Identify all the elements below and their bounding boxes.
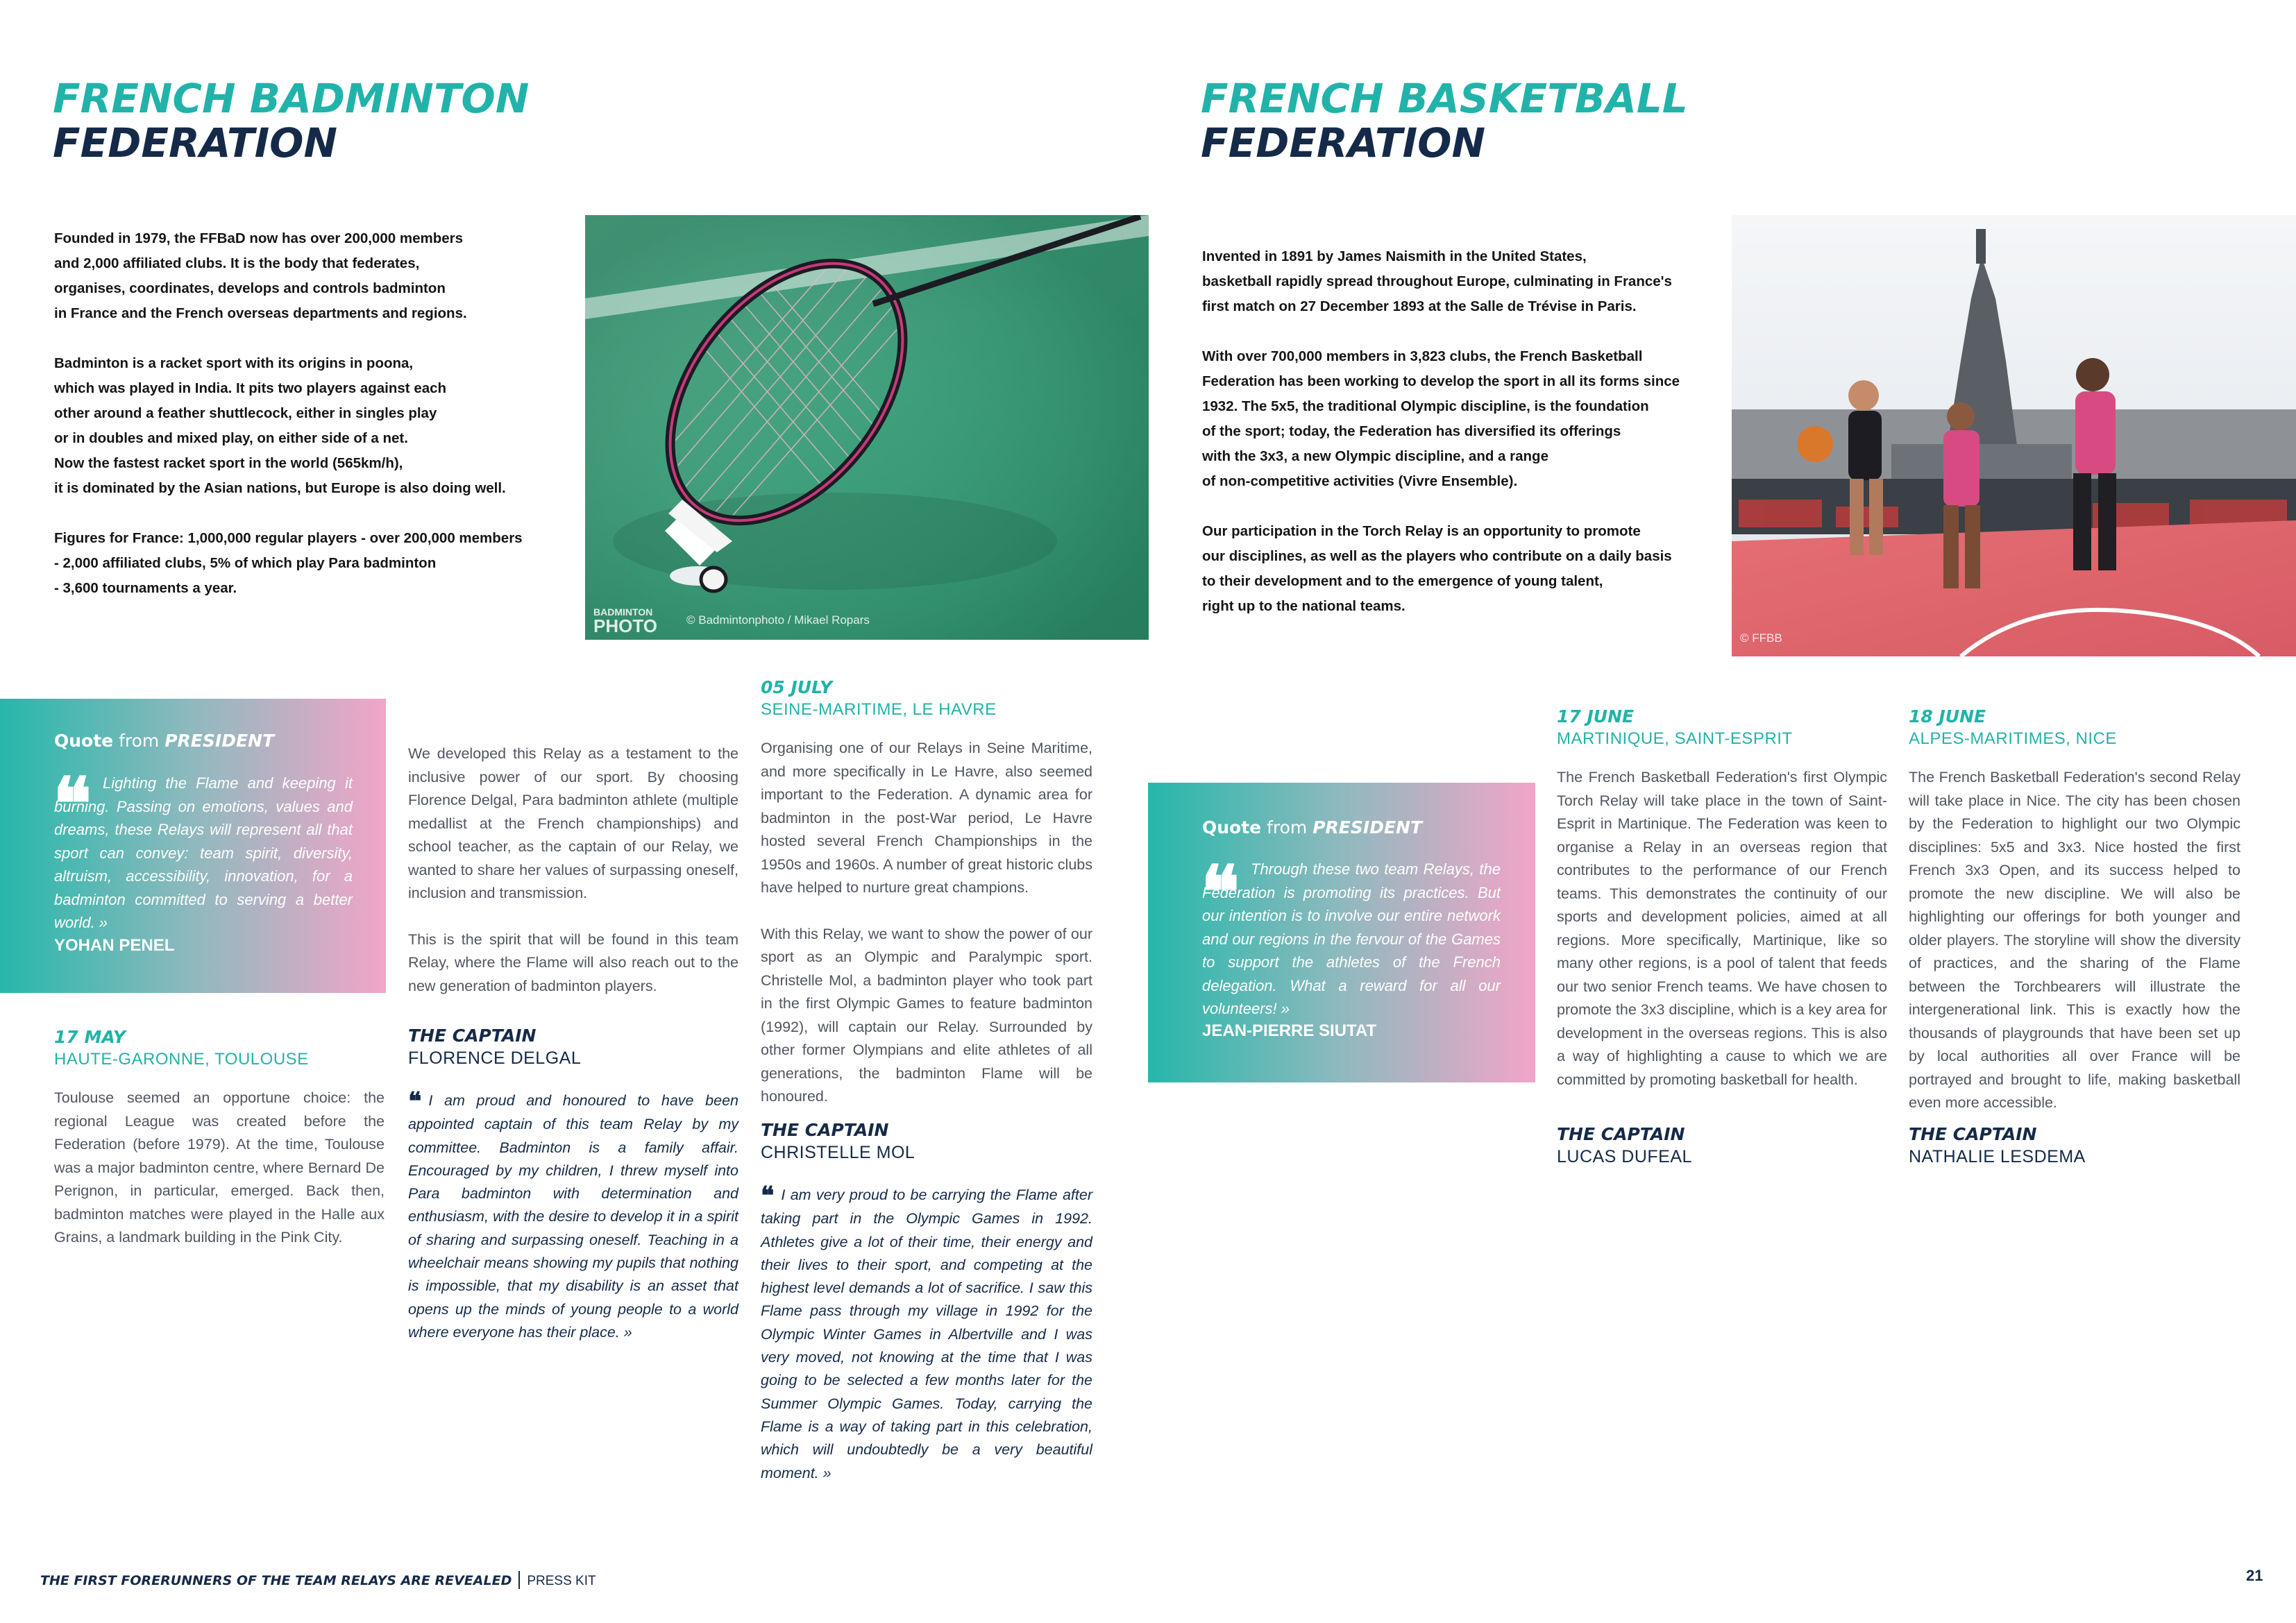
quote-text: Lighting the Flame and keeping it burning. Passing on emotions, values and dreams, these Relays will represent all that sport can convey: team spirit, diversity, altruism, accessibility, innovation, for a badminton committed to serving a better world. »: [54, 774, 353, 931]
badminton-column-2: [408, 742, 738, 1021]
badminton-photo: [585, 215, 1149, 640]
relay-date: 05 JULY: [761, 677, 833, 697]
photo-credit: © Badmintonphoto / Mikael Ropars: [686, 613, 870, 627]
relay-place: MARTINIQUE, SAINT-ESPRIT: [1557, 729, 1793, 748]
body-paragraph: Organising one of our Relays in Seine Maritime, and more specifically in Le Havre, also seemed important to the Federation. A dynamic area for badminton in the post-War period, Le Havre hosted several French Championships in the 1950s and 1960s. A number of great historic clubs have helped to nurture great champions.: [761, 740, 1092, 896]
badminton-title: FRENCH BADMINTON FEDERATION: [53, 75, 530, 167]
relay-toulouse: [54, 1027, 385, 1250]
body-paragraph: We developed this Relay as a testament to the inclusive power of our sport. By choosing Florence Delgal, Para badminton athlete (multiple medallist at the French championships) and school teacher, as the captain of our Relay, we wanted to share her values of surpassing oneself, inclusion and transmission.: [408, 745, 738, 901]
basketball-photo: [1732, 215, 2296, 656]
basketball-intro: [1202, 244, 1716, 644]
intro-paragraph: Badminton is a racket sport with its origins in poona, which was played in India. It pits two players against each other around a feather shuttlecock, either in singles play or in doubles and mixed play, on either side of a net. Now the fastest racket sport in the world (565km/h), it is dominated by the Asian nations, but Europe is also doing well.: [54, 355, 506, 496]
relay-text: The French Basketball Federation's second Relay will take place in Nice. The city has been chosen by the Federation to highlight our two Olympic disciplines: 5x5 and 3x3. Nice hosted the first French 3x3 Open, and its success helped to promote the new discipline. We will also be highlighting our offerings for both younger and older players. The storyline will show the diversity of practices, and the sharing of the Flame between the Torchbearers will illustrate the intergenerational link. This is exactly how the thousands of playgrounds that have been set up by local authorities all over France will be portrayed and brought to life, making basketball even more accessible.: [1909, 769, 2240, 1111]
relay-nice: [1909, 706, 2240, 1115]
quote-mark-icon: ❝: [408, 1087, 422, 1116]
captain-quote: ❝ I am proud and honoured to have been appointed captain of this team Relay by my committee. Badminton is a family affair. Encouraged by my children, I threw myself into Para badminton with determination and enthusiasm, with the desire to develop it in a spirit of sharing and surpassing oneself. Teaching in a wheelchair means showing my pupils that nothing is impossible, that my disability is an asset that opens up the minds of young people to a world where everyone has their place. »: [408, 1087, 738, 1341]
captain-label: THE CAPTAIN: [1909, 1124, 2037, 1144]
basketball-president-quote: [1148, 783, 1535, 1082]
intro-paragraph: Figures for France: 1,000,000 regular players - over 200,000 members - 2,000 affiliated clubs, 5% of which play Para badminton - 3,600 tournaments a year.: [54, 530, 523, 596]
basketball-title: FRENCH BASKETBALL FEDERATION: [1201, 75, 1688, 167]
captain-delgal: [408, 1026, 738, 1344]
intro-paragraph: Our participation in the Torch Relay is an opportunity to promote our disciplines, as well as the players who contribute on a daily basis to their development and to the emergence of young talent, right up to the national teams.: [1202, 523, 1672, 614]
body-paragraph: With this Relay, we want to show the power of our sport as an Olympic and Paralympic sport. Christelle Mol, a badminton player who took part in the first Olympic Games to feature badminton (1992), will captain our Relay. Surrounded by other former Olympians and elite athletes of all generations, the badminton Flame will be honoured.: [761, 925, 1092, 1105]
page-number: 21: [2246, 1567, 2263, 1584]
captain-name: LUCAS DUFEAL: [1557, 1147, 1692, 1166]
intro-paragraph: Invented in 1891 by James Naismith in the United States, basketball rapidly spread throughout Europe, culminating in France's first match on 27 December 1893 at the Salle de Trévise in Paris.: [1202, 248, 1672, 314]
footer-title: THE FIRST FORERUNNERS OF THE TEAM RELAYS ARE REVEALED: [40, 1573, 512, 1588]
relay-saint-esprit: [1557, 706, 1887, 1091]
quote-text: Through these two team Relays, the Federation is promoting its practices. But our intention is to involve our entire network and our regions in the fervour of the Games to support the athletes of the French delegation. What a reward for all our volunteers! »: [1202, 860, 1501, 1017]
quote-mark-icon: ❝: [1201, 849, 1240, 935]
relay-text: The French Basketball Federation's first Olympic Torch Relay will take place in the town of Saint-Esprit in Martinique. The Federation was keen to organise a Relay in an overseas region that contributes to the performance of our French teams. This demonstrates the continuity of our sports and development policies, aimed at all regions. More specifically, Martinique, like so many other regions, is a pool of talent that feeds our two senior French teams. We have chosen to promote the 3x3 discipline, which is a key area for development in the overseas regions. This is also a way of highlighting a cause to which we are committed by promoting basketball for health.: [1557, 769, 1887, 1088]
relay-le-havre: [761, 677, 1092, 1132]
captain-label: THE CAPTAIN: [1557, 1124, 1685, 1144]
body-paragraph: This is the spirit that will be found in this team Relay, where the Flame will also reach out to the new generation of badminton players.: [408, 931, 738, 994]
quote-heading: Quote from PRESIDENT: [1202, 817, 1422, 838]
relay-place: ALPES-MARITIMES, NICE: [1909, 729, 2117, 748]
photo-credit: © FFBB: [1740, 631, 1782, 645]
footer-divider: [518, 1571, 520, 1589]
intro-paragraph: With over 700,000 members in 3,823 clubs, the French Basketball Federation has been working to develop the sport in all its forms since 1932. The 5x5, the traditional Olympic discipline, is the foundation of the sport; today, the Federation has diversified its offerings with the 3x3, a new Olympic discipline, and a range of non-competitive activities (Vivre Ensemble).: [1202, 348, 1680, 489]
photo-logo: BADMINTON PHOTO: [593, 606, 657, 636]
badminton-racket-image: [585, 215, 1149, 640]
captain-dufeal: [1557, 1124, 1887, 1167]
intro-paragraph: Founded in 1979, the FFBaD now has over 200,000 members and 2,000 affiliated clubs. It is the body that federates, organises, coordinates, develops and controls badminton in France and the French overseas departments and regions.: [54, 230, 467, 321]
captain-mol: [761, 1120, 1092, 1485]
badminton-president-quote: [0, 699, 386, 993]
relay-text: Toulouse seemed an opportune choice: the regional League was created before the Federation (before 1979). At the time, Toulouse was a major badminton centre, where Bernard De Perignon, in particular, emerged. Back then, badminton matches were played in the Halle aux Grains, a landmark building in the Pink City.: [54, 1089, 385, 1246]
captain-name: NATHALIE LESDEMA: [1909, 1147, 2086, 1166]
captain-label: THE CAPTAIN: [761, 1120, 889, 1140]
captain-name: FLORENCE DELGAL: [408, 1048, 582, 1068]
quote-author: YOHAN PENEL: [54, 936, 175, 955]
quote-heading: Quote from PRESIDENT: [54, 731, 274, 751]
relay-place: SEINE-MARITIME, LE HAVRE: [761, 700, 997, 719]
quote-author: JEAN-PIERRE SIUTAT: [1202, 1021, 1377, 1040]
captain-name: CHRISTELLE MOL: [761, 1143, 915, 1162]
page-footer: [40, 1571, 596, 1589]
relay-place: HAUTE-GARONNE, TOULOUSE: [54, 1050, 309, 1069]
quote-mark-icon: ❝: [761, 1181, 775, 1210]
footer-section: PRESS KIT: [527, 1574, 596, 1588]
captain-lesdema: [1909, 1124, 2240, 1167]
basketball-players-image: [1732, 215, 2296, 656]
relay-date: 17 JUNE: [1557, 706, 1635, 726]
relay-date: 18 JUNE: [1909, 706, 1986, 726]
captain-label: THE CAPTAIN: [408, 1026, 537, 1046]
quote-mark-icon: ❝: [53, 761, 92, 847]
captain-quote: ❝ I am very proud to be carrying the Flame after taking part in the Olympic Games in 1992. Athletes give a lot of their time, their energy and their lives to their sport, and competing at the highest level demands a lot of sacrifice. I saw this Flame pass through my village in 1992 for the Olympic Winter Games in Albertville and I was very moved, not knowing at the time that I was going to be selected a few months later for the Summer Olympic Games. Today, carrying the Flame is a way of taking part in this celebration, which will undoubtedly be a very beautiful moment. »: [761, 1181, 1092, 1481]
badminton-intro: [54, 226, 554, 626]
relay-date: 17 MAY: [54, 1027, 126, 1047]
